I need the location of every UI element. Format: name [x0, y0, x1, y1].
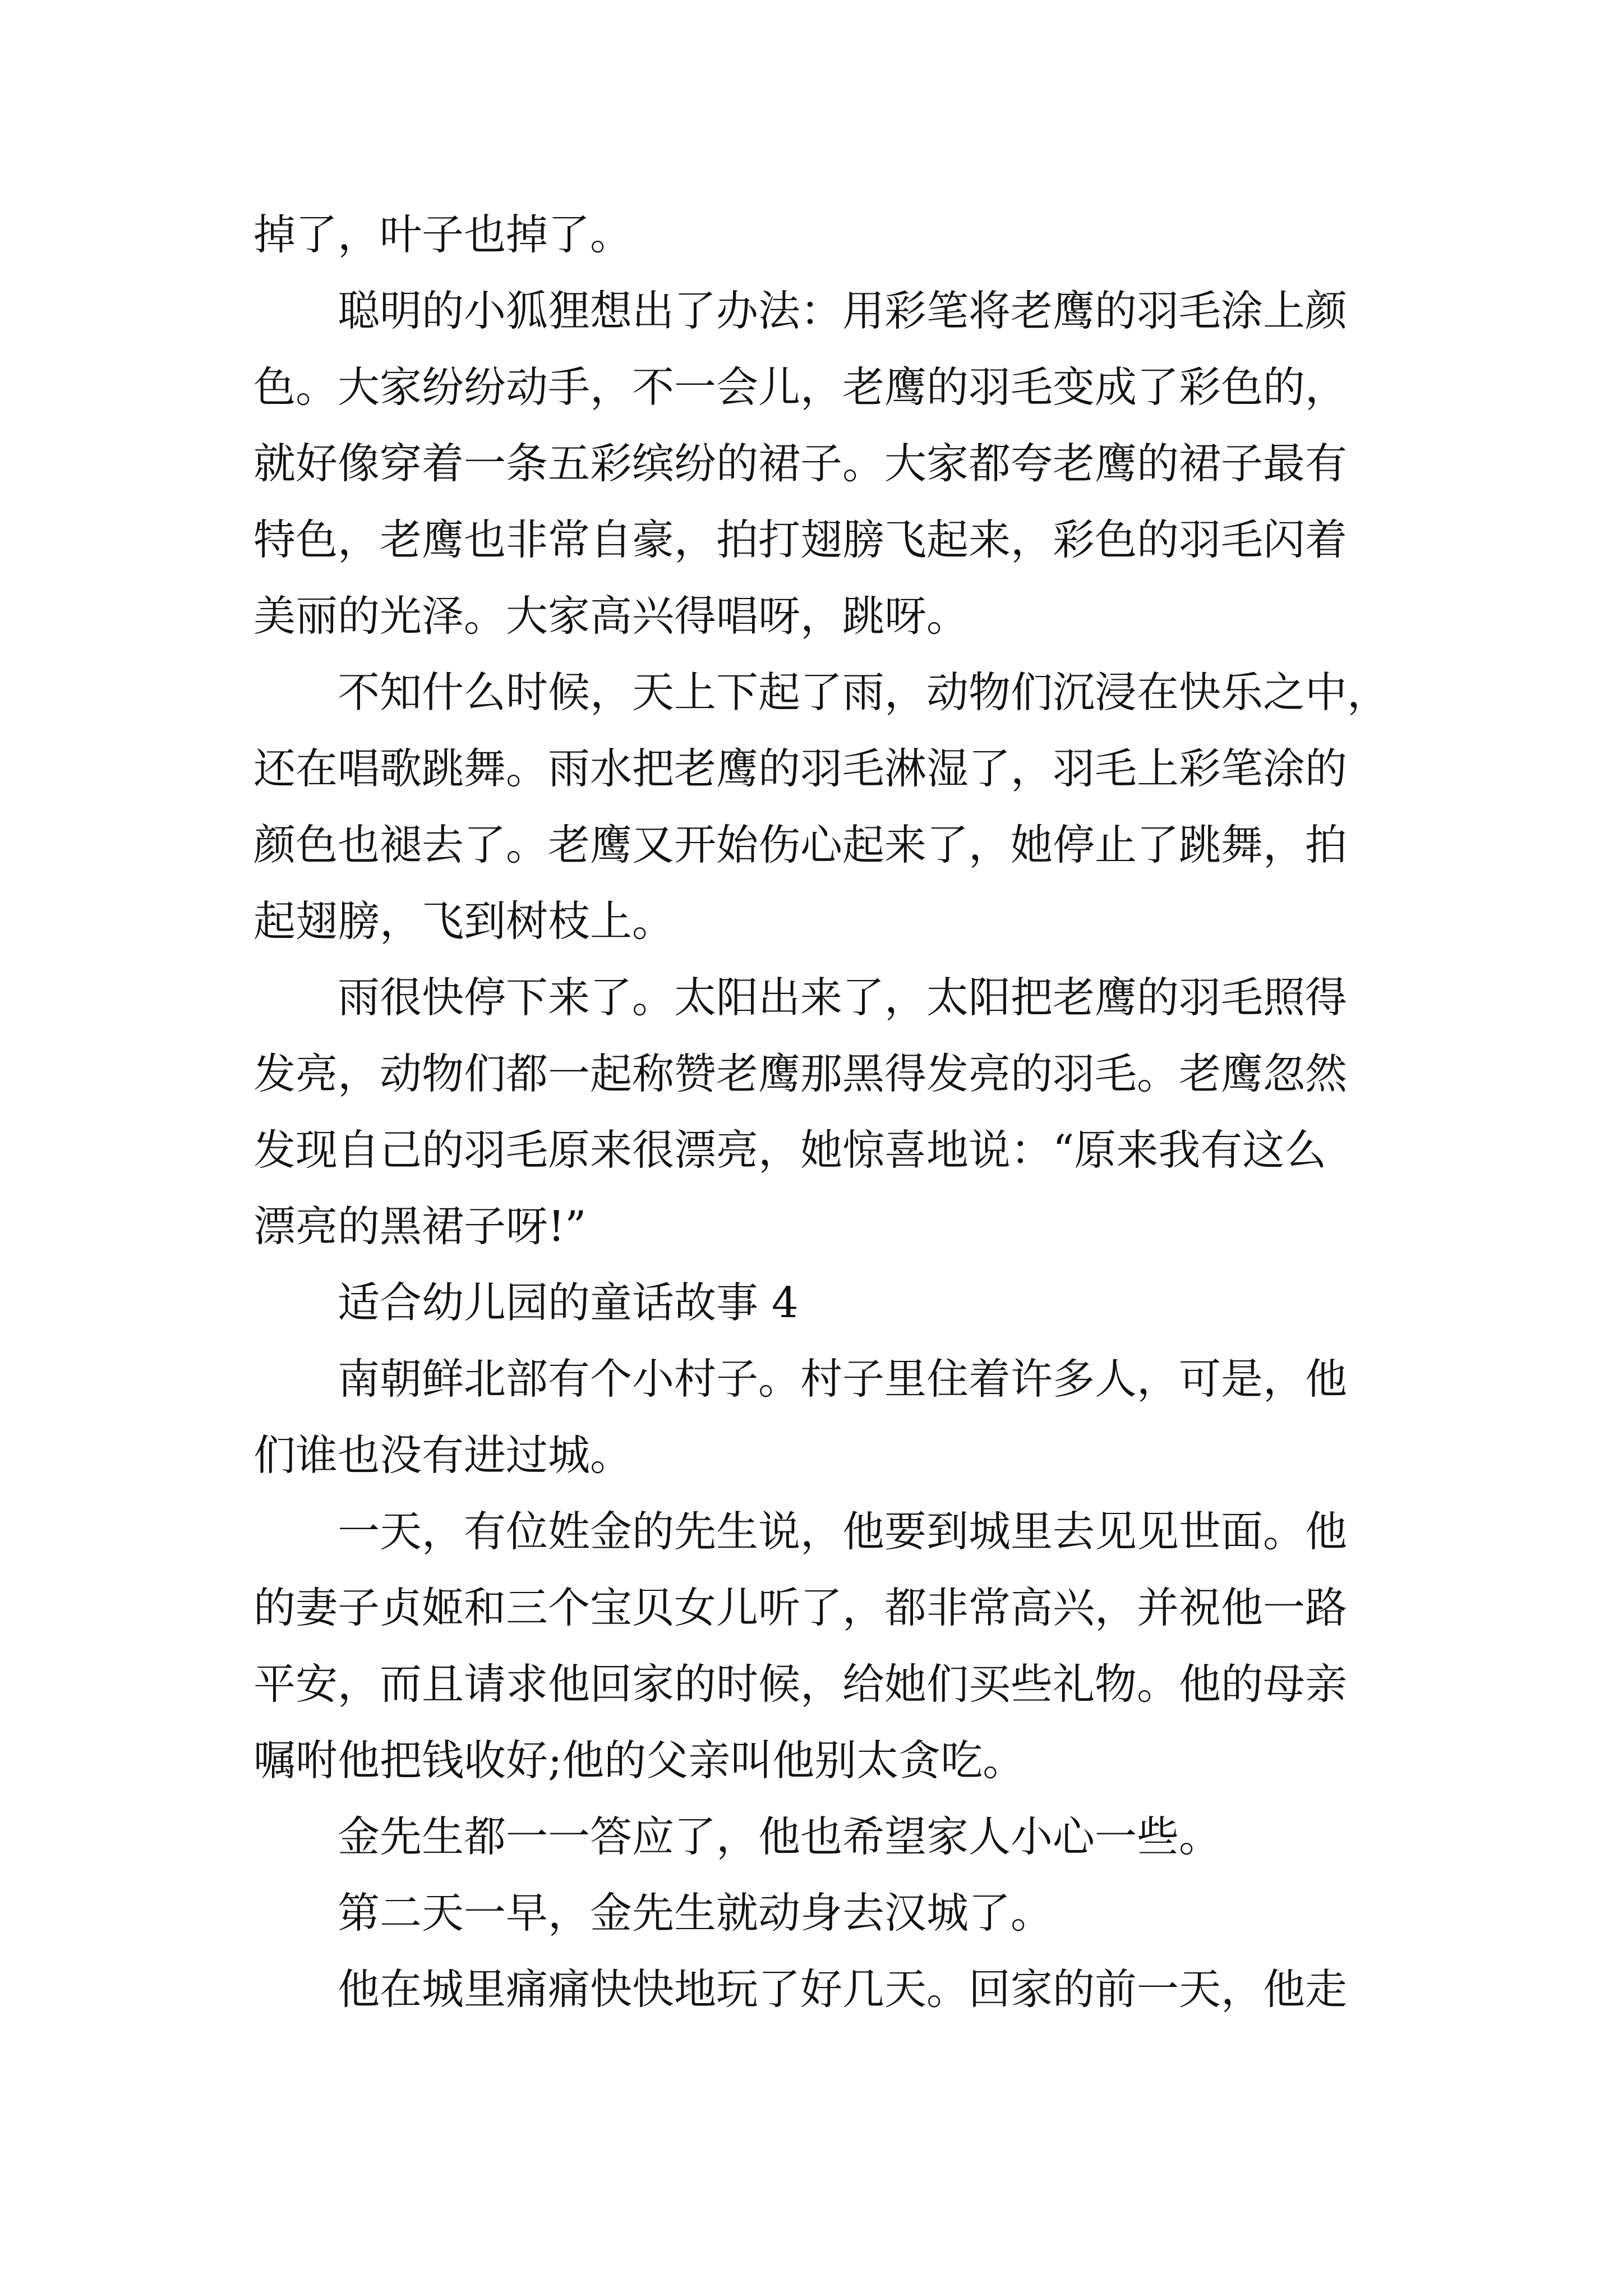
text-line: 南朝鲜北部有个小村子。村子里住着许多人，可是，他: [253, 1354, 1348, 1404]
text-line: 嘱咐他把钱收好;他的父亲叫他别太贪吃。: [253, 1736, 1025, 1785]
text-line: 特色，老鹰也非常自豪，拍打翅膀飞起来，彩色的羽毛闪着: [253, 515, 1348, 564]
text-line: 金先生都一一答应了，他也希望家人小心一些。: [253, 1812, 1221, 1861]
text-line: 颜色也褪去了。老鹰又开始伤心起来了，她停止了跳舞，拍: [253, 820, 1348, 869]
text-line: 一天，有位姓金的先生说，他要到城里去见见世面。他: [253, 1507, 1348, 1556]
text-line: 们谁也没有进过城。: [253, 1430, 633, 1480]
text-line: 发亮，动物们都一起称赞老鹰那黑得发亮的羽毛。老鹰忽然: [253, 1049, 1348, 1098]
text-line: 的妻子贞姬和三个宝贝女儿听了，都非常高兴，并祝他一路: [253, 1583, 1348, 1632]
text-line: 发现自己的羽毛原来很漂亮，她惊喜地说：“原来我有这么: [253, 1125, 1327, 1175]
text-line: 聪明的小狐狸想出了办法：用彩笔将老鹰的羽毛涂上颜: [253, 286, 1348, 335]
document-body: [253, 196, 1420, 2027]
heading-line: 适合幼儿园的童话故事 4: [253, 1278, 799, 1327]
section-heading: [253, 1264, 1420, 1341]
text-line: 漂亮的黑裙子呀!”: [253, 1202, 587, 1251]
text-line: 平安，而且请求他回家的时候，给她们买些礼物。他的母亲: [253, 1659, 1348, 1709]
story-section: [253, 1341, 1420, 2027]
story-continuation: [253, 196, 1420, 1264]
text-line: 不知什么时候，天上下起了雨，动物们沉浸在快乐之中，: [253, 668, 1390, 717]
text-line: 美丽的光泽。大家高兴得唱呀，跳呀。: [253, 591, 969, 641]
text-line: 第二天一早，金先生就动身去汉城了。: [253, 1888, 1053, 1938]
text-line: 他在城里痛痛快快地玩了好几天。回家的前一天，他走: [253, 1964, 1348, 2014]
text-line: 起翅膀，飞到树枝上。: [253, 896, 675, 946]
text-line: 还在唱歌跳舞。雨水把老鹰的羽毛淋湿了，羽毛上彩笔涂的: [253, 744, 1348, 793]
text-line: 色。大家纷纷动手，不一会儿，老鹰的羽毛变成了彩色的，: [253, 362, 1348, 412]
text-line: 掉了，叶子也掉了。: [253, 210, 633, 259]
text-line: 就好像穿着一条五彩缤纷的裙子。大家都夸老鹰的裙子最有: [253, 439, 1348, 488]
text-line: 雨很快停下来了。太阳出来了，太阳把老鹰的羽毛照得: [253, 973, 1348, 1022]
